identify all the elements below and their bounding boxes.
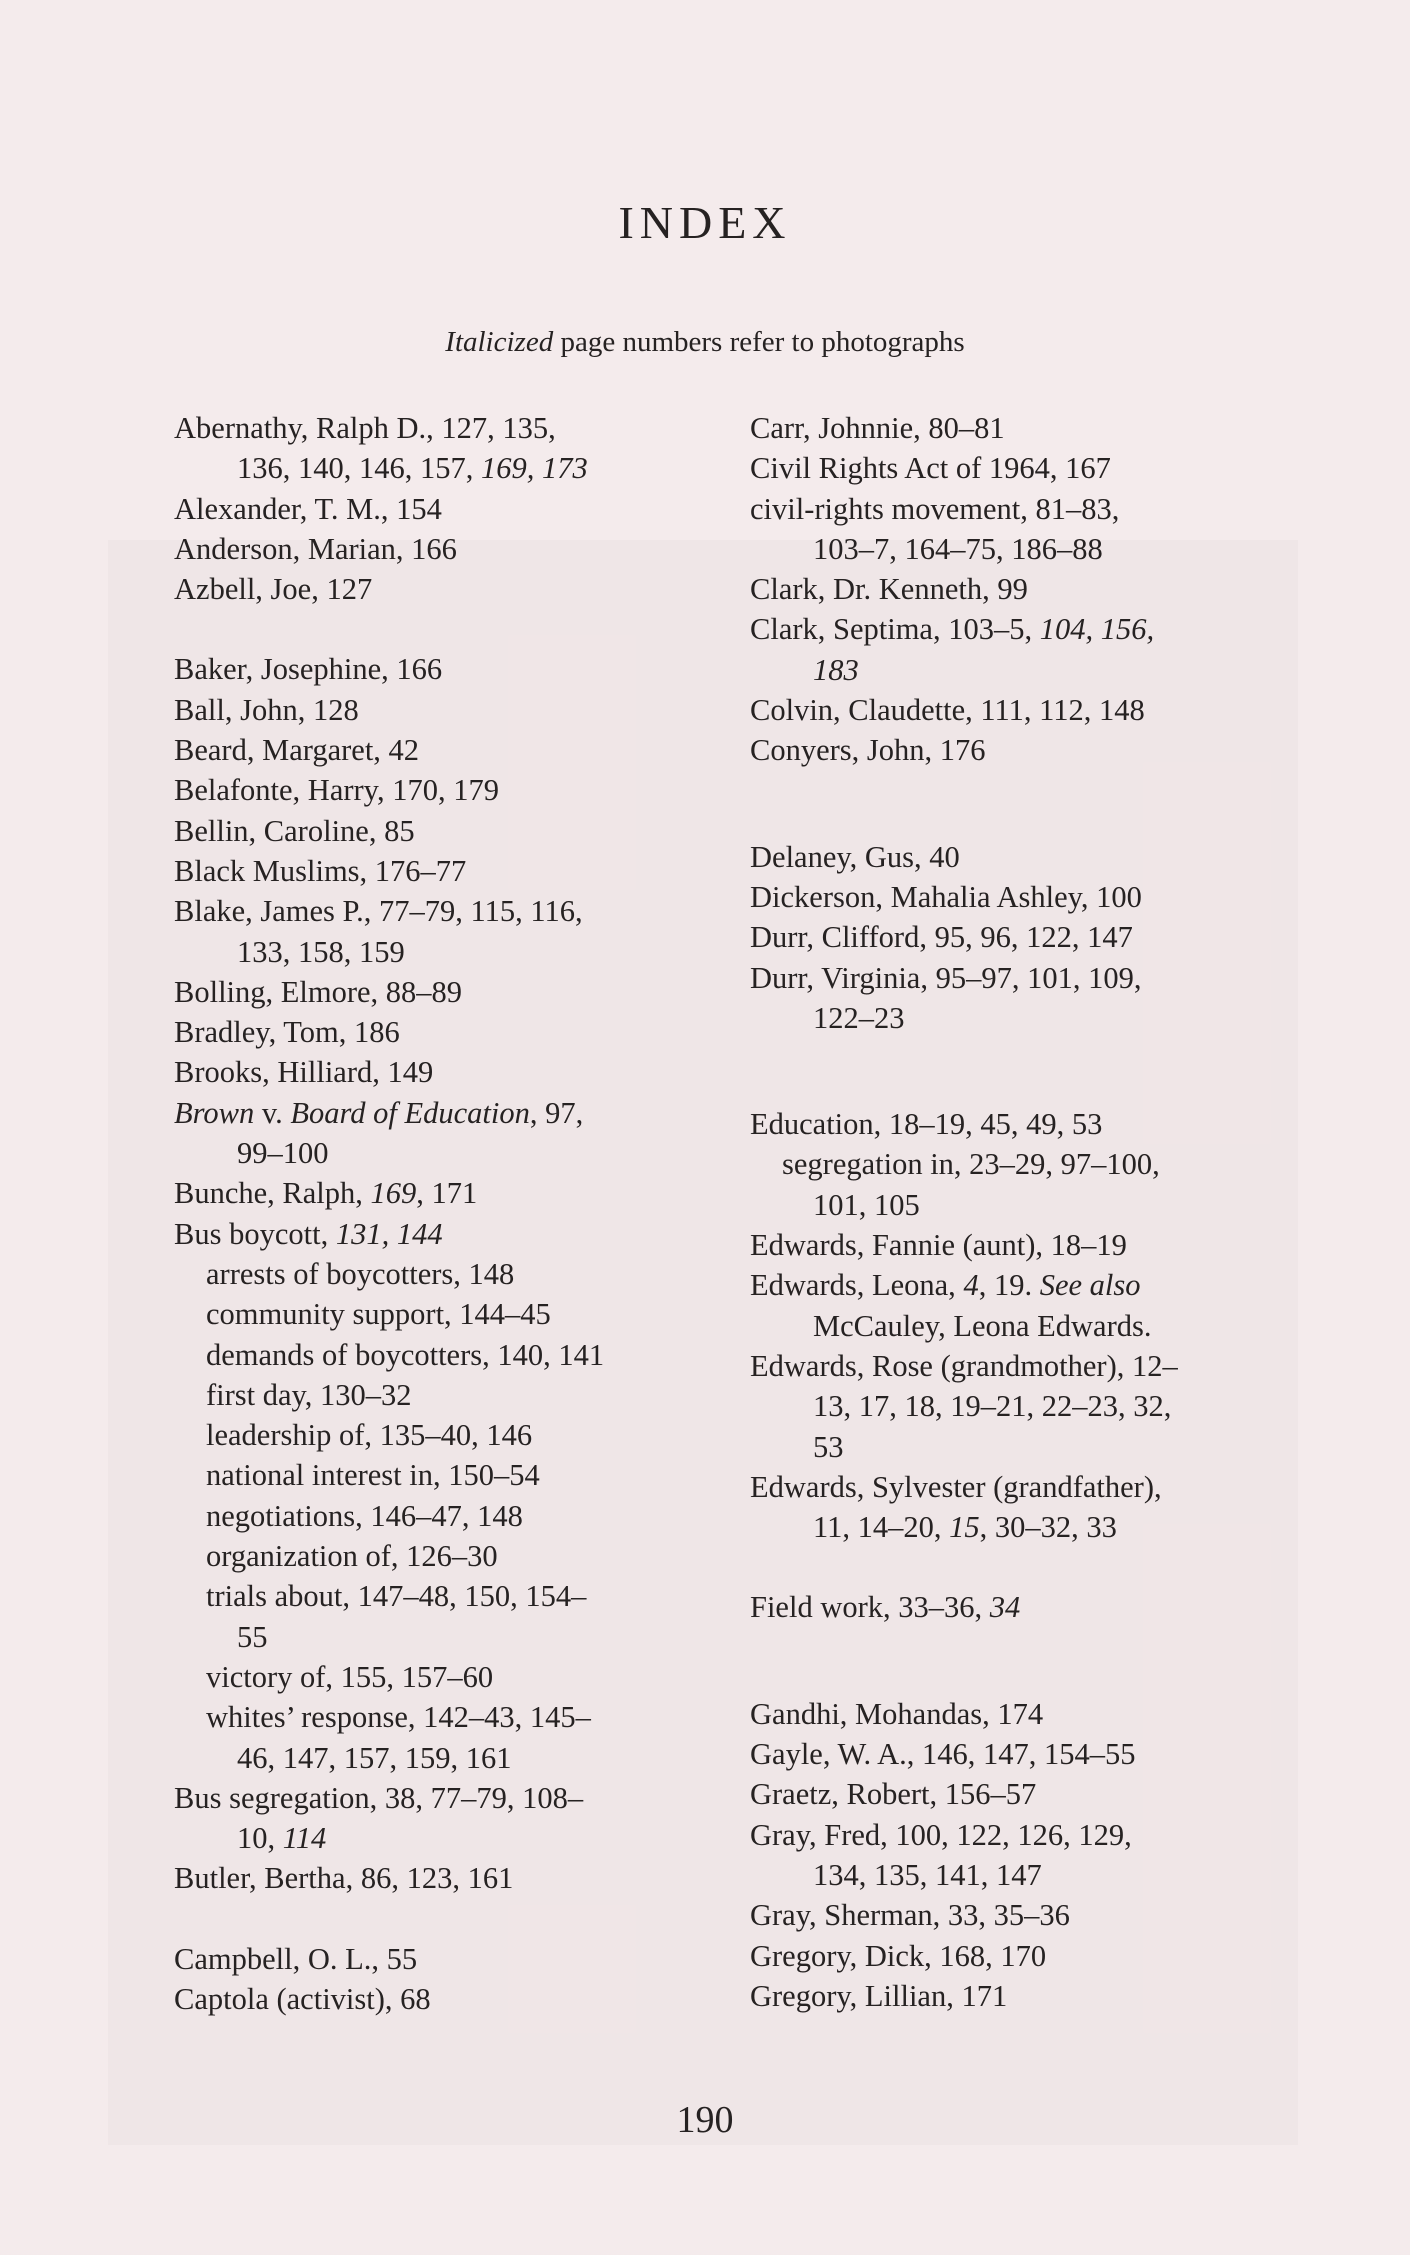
index-entry xyxy=(750,1225,1310,1265)
index-entry-line xyxy=(174,1214,734,1254)
entry-text: Edwards, Sylvester (grandfather), xyxy=(750,1469,1162,1504)
entry-text: Ball, John, 128 xyxy=(174,692,359,727)
index-entry-line xyxy=(174,408,734,448)
index-entry xyxy=(174,1858,734,1898)
index-entry xyxy=(750,1144,1310,1225)
index-entry-line xyxy=(750,1104,1310,1144)
index-entry-line xyxy=(174,1052,734,1092)
index-entry xyxy=(174,770,734,810)
index-entry xyxy=(750,489,1310,570)
index-subentry-line xyxy=(174,1455,734,1495)
italic-text: 34 xyxy=(989,1590,1021,1625)
index-entry xyxy=(174,1778,734,1859)
entry-text: Gregory, Dick, 168, 170 xyxy=(750,1938,1047,1973)
entry-text: McCauley, Leona Edwards. xyxy=(813,1308,1152,1343)
index-entry xyxy=(174,1214,734,1254)
entry-text: 99–100 xyxy=(237,1136,329,1171)
index-entry xyxy=(750,917,1310,957)
entry-text: 13, 17, 18, 19–21, 22–23, 32, xyxy=(813,1389,1172,1424)
index-entry-line xyxy=(750,1265,1310,1305)
index-entry xyxy=(750,1936,1310,1976)
entry-text: 133, 158, 159 xyxy=(237,934,405,969)
entry-text: Baker, Josephine, 166 xyxy=(174,652,443,687)
index-subentry-line xyxy=(174,1415,734,1455)
entry-text: Edwards, Leona, xyxy=(750,1268,964,1303)
index-entry-line xyxy=(174,851,734,891)
index-entry xyxy=(750,1104,1310,1144)
index-continuation-line xyxy=(750,1185,1310,1225)
entry-text: Graetz, Robert, 156–57 xyxy=(750,1777,1037,1812)
index-entry xyxy=(174,1939,734,1979)
index-column-left xyxy=(174,408,734,2019)
entry-text: segregation in, 23–29, 97–100, xyxy=(782,1147,1160,1182)
index-entry xyxy=(174,408,734,489)
entry-text: Anderson, Marian, 166 xyxy=(174,531,457,566)
entry-text: 53 xyxy=(813,1429,844,1464)
index-entry-line xyxy=(750,917,1310,957)
index-continuation-line xyxy=(750,998,1310,1038)
index-entry xyxy=(750,408,1310,448)
entry-text: organization of, 126–30 xyxy=(206,1539,498,1574)
index-entry xyxy=(174,690,734,730)
index-entry-line xyxy=(750,1346,1310,1386)
index-subentry-line xyxy=(174,1536,734,1576)
index-entry xyxy=(174,1335,734,1375)
italic-text: Board of Education xyxy=(290,1095,530,1130)
index-subentry-line xyxy=(174,1254,734,1294)
entry-text: , 97, xyxy=(529,1095,584,1130)
entry-text: , 30–32, 33 xyxy=(979,1510,1117,1545)
entry-text: national interest in, 150–54 xyxy=(206,1458,540,1493)
entry-text: Beard, Margaret, 42 xyxy=(174,733,420,768)
index-entry-line xyxy=(750,1225,1310,1265)
index-subentry-line xyxy=(174,1657,734,1697)
index-entry-line xyxy=(750,1774,1310,1814)
index-entry-line xyxy=(174,1858,734,1898)
index-entry-line xyxy=(750,448,1310,488)
index-entry xyxy=(174,569,734,609)
index-entry-line xyxy=(750,1976,1310,2016)
index-entry-line xyxy=(750,1734,1310,1774)
index-entry xyxy=(750,1734,1310,1774)
index-entry xyxy=(174,1294,734,1334)
entry-text: Bus segregation, 38, 77–79, 108– xyxy=(174,1780,584,1815)
index-entry xyxy=(750,1815,1310,1896)
index-entry-line xyxy=(174,649,734,689)
entry-text: Colvin, Claudette, 111, 112, 148 xyxy=(750,693,1145,728)
index-note-italic: Italicized xyxy=(445,326,554,358)
index-column-right xyxy=(750,408,1310,2016)
index-entry-line xyxy=(174,1093,734,1133)
index-entry-line xyxy=(750,837,1310,877)
index-entry xyxy=(174,730,734,770)
index-entry xyxy=(750,877,1310,917)
entry-text: trials about, 147–48, 150, 154– xyxy=(206,1579,587,1614)
index-entry xyxy=(174,1496,734,1536)
index-continuation-line xyxy=(750,650,1310,690)
entry-text: Azbell, Joe, 127 xyxy=(174,572,373,607)
entry-text: Durr, Clifford, 95, 96, 122, 147 xyxy=(750,920,1133,955)
index-entry xyxy=(750,958,1310,1039)
index-entry-line xyxy=(174,1173,734,1213)
entry-text: Captola (activist), 68 xyxy=(174,1981,431,2016)
italic-text: 104, 156, xyxy=(1039,612,1155,647)
index-entry xyxy=(750,690,1310,730)
index-entry xyxy=(174,1012,734,1052)
entry-text: Campbell, O. L., 55 xyxy=(174,1941,418,1976)
index-entry xyxy=(750,609,1310,690)
index-entry xyxy=(174,489,734,529)
index-continuation-line xyxy=(750,1386,1310,1426)
index-continuation-line xyxy=(174,448,734,488)
entry-text: 11, 14–20, xyxy=(813,1510,950,1545)
entry-text: Blake, James P., 77–79, 115, 116, xyxy=(174,894,583,929)
index-entry xyxy=(174,1254,734,1294)
entry-text: Bus boycott, xyxy=(174,1216,336,1251)
index-entry-line xyxy=(750,690,1310,730)
index-entry xyxy=(750,448,1310,488)
index-entry xyxy=(750,1694,1310,1734)
index-entry-line xyxy=(750,1815,1310,1855)
entry-text: whites’ response, 142–43, 145– xyxy=(206,1700,591,1735)
index-entry-line xyxy=(174,489,734,529)
entry-text: Bunche, Ralph, xyxy=(174,1176,371,1211)
entry-text: Alexander, T. M., 154 xyxy=(174,491,442,526)
entry-text: , 19. xyxy=(978,1268,1040,1303)
entry-text: Delaney, Gus, 40 xyxy=(750,839,960,874)
entry-text: Gregory, Lillian, 171 xyxy=(750,1978,1008,2013)
index-continuation-line xyxy=(750,529,1310,569)
index-entry xyxy=(174,1657,734,1697)
index-entry xyxy=(174,1415,734,1455)
entry-text: Clark, Dr. Kenneth, 99 xyxy=(750,572,1028,607)
entry-text: arrests of boycotters, 148 xyxy=(206,1256,515,1291)
entry-text: Clark, Septima, 103–5, xyxy=(750,612,1040,647)
index-subentry-line xyxy=(174,1496,734,1536)
index-entry-line xyxy=(174,811,734,851)
entry-text: 46, 147, 157, 159, 161 xyxy=(237,1740,512,1775)
index-entry-line xyxy=(750,489,1310,529)
index-entry-line xyxy=(750,1467,1310,1507)
entry-text: 134, 135, 141, 147 xyxy=(813,1857,1042,1892)
index-entry-line xyxy=(174,770,734,810)
entry-text: Edwards, Rose (grandmother), 12– xyxy=(750,1348,1178,1383)
entry-text: Field work, 33–36, xyxy=(750,1590,990,1625)
index-entry-line xyxy=(174,1012,734,1052)
index-note-rest: page numbers refer to photographs xyxy=(553,326,965,358)
index-entry xyxy=(174,891,734,972)
index-entry xyxy=(750,730,1310,770)
entry-text: first day, 130–32 xyxy=(206,1377,412,1412)
index-entry-line xyxy=(750,609,1310,649)
index-entry-line xyxy=(174,891,734,931)
index-entry-line xyxy=(750,958,1310,998)
entry-text: leadership of, 135–40, 146 xyxy=(206,1418,533,1453)
index-entry xyxy=(750,1976,1310,2016)
index-entry xyxy=(174,649,734,689)
index-continuation-line xyxy=(750,1855,1310,1895)
index-entry xyxy=(174,1697,734,1778)
entry-text: civil-rights movement, 81–83, xyxy=(750,491,1120,526)
entry-text: Gayle, W. A., 146, 147, 154–55 xyxy=(750,1737,1136,1772)
index-entry xyxy=(750,1346,1310,1467)
index-entry-line xyxy=(750,1936,1310,1976)
entry-text: community support, 144–45 xyxy=(206,1297,551,1332)
entry-text: Gray, Sherman, 33, 35–36 xyxy=(750,1898,1070,1933)
italic-text: 4 xyxy=(963,1268,979,1303)
index-entry-line xyxy=(174,690,734,730)
entry-text: Carr, Johnnie, 80–81 xyxy=(750,411,1005,445)
index-continuation-line xyxy=(750,1427,1310,1467)
index-entry-line xyxy=(174,529,734,569)
entry-text: Bolling, Elmore, 88–89 xyxy=(174,974,463,1009)
index-subentry-line xyxy=(750,1144,1310,1184)
page-number: 190 xyxy=(676,2099,734,2141)
index-entry xyxy=(174,1093,734,1174)
entry-text: Black Muslims, 176–77 xyxy=(174,853,467,888)
italic-text: Brown xyxy=(174,1095,255,1130)
entry-text: Butler, Bertha, 86, 123, 161 xyxy=(174,1861,514,1896)
entry-text: Brooks, Hilliard, 149 xyxy=(174,1055,434,1090)
index-entry xyxy=(174,1173,734,1213)
entry-text: Gray, Fred, 100, 122, 126, 129, xyxy=(750,1817,1132,1852)
index-entry xyxy=(174,1536,734,1576)
index-entry-line xyxy=(750,408,1310,448)
entry-text: victory of, 155, 157–60 xyxy=(206,1659,494,1694)
entry-text: 10, xyxy=(237,1821,283,1856)
entry-text: Abernathy, Ralph D., 127, 135, xyxy=(174,411,556,445)
index-entry-line xyxy=(174,1778,734,1818)
index-continuation-line xyxy=(174,1818,734,1858)
italic-text: 169 xyxy=(370,1176,417,1211)
index-entry-line xyxy=(174,972,734,1012)
index-entry xyxy=(750,569,1310,609)
index-entry xyxy=(750,1467,1310,1548)
entry-text: 122–23 xyxy=(813,1000,905,1035)
index-continuation-line xyxy=(174,1738,734,1778)
index-continuation-line xyxy=(174,1133,734,1173)
index-continuation-line xyxy=(750,1306,1310,1346)
entry-text: 101, 105 xyxy=(813,1187,920,1222)
entry-text: 55 xyxy=(237,1619,268,1654)
entry-text: 136, 140, 146, 157, xyxy=(237,451,481,486)
index-entry xyxy=(750,837,1310,877)
index-continuation-line xyxy=(174,932,734,972)
index-entry xyxy=(750,1265,1310,1346)
entry-text: v. xyxy=(254,1095,291,1130)
index-entry xyxy=(174,1979,734,2019)
index-entry-line xyxy=(750,1587,1310,1627)
entry-text: Durr, Virginia, 95–97, 101, 109, xyxy=(750,960,1142,995)
italic-text: 169, 173 xyxy=(481,451,588,486)
italic-text: See also xyxy=(1039,1268,1141,1303)
index-entry xyxy=(174,1052,734,1092)
entry-text: negotiations, 146–47, 148 xyxy=(206,1498,523,1533)
index-subentry-line xyxy=(174,1335,734,1375)
index-entry-line xyxy=(750,1694,1310,1734)
index-continuation-line xyxy=(174,1617,734,1657)
entry-text: demands of boycotters, 140, 141 xyxy=(206,1337,605,1372)
entry-text: Dickerson, Mahalia Ashley, 100 xyxy=(750,879,1142,914)
index-entry-line xyxy=(750,730,1310,770)
entry-text: 103–7, 164–75, 186–88 xyxy=(813,531,1103,566)
index-entry-line xyxy=(174,730,734,770)
index-subentry-line xyxy=(174,1294,734,1334)
index-entry xyxy=(174,1455,734,1495)
entry-text: , 171 xyxy=(416,1176,478,1211)
index-entry-line xyxy=(174,1939,734,1979)
index-entry xyxy=(750,1774,1310,1814)
entry-text: Bellin, Caroline, 85 xyxy=(174,813,415,848)
index-subentry-line xyxy=(174,1375,734,1415)
index-entry-line xyxy=(750,1895,1310,1935)
index-entry xyxy=(174,1576,734,1657)
italic-text: 15 xyxy=(949,1510,980,1545)
entry-text: Civil Rights Act of 1964, 167 xyxy=(750,451,1111,486)
entry-text: Conyers, John, 176 xyxy=(750,733,986,768)
index-entry xyxy=(174,851,734,891)
index-entry xyxy=(174,529,734,569)
italic-text: 183 xyxy=(813,652,859,687)
page-title: INDEX xyxy=(618,197,792,248)
italic-text: 114 xyxy=(282,1821,327,1856)
index-entry xyxy=(174,811,734,851)
entry-text: Gandhi, Mohandas, 174 xyxy=(750,1696,1044,1731)
index-subentry-line xyxy=(174,1576,734,1616)
index-note xyxy=(0,326,1410,359)
index-entry-line xyxy=(174,569,734,609)
entry-text: Education, 18–19, 45, 49, 53 xyxy=(750,1107,1103,1142)
index-entry-line xyxy=(750,569,1310,609)
index-entry xyxy=(750,1895,1310,1935)
italic-text: 131, 144 xyxy=(335,1216,443,1251)
entry-text: Edwards, Fannie (aunt), 18–19 xyxy=(750,1228,1127,1263)
index-entry xyxy=(174,1375,734,1415)
index-subentry-line xyxy=(174,1697,734,1737)
index-entry xyxy=(174,972,734,1012)
index-continuation-line xyxy=(750,1507,1310,1547)
entry-text: Bradley, Tom, 186 xyxy=(174,1015,400,1050)
index-entry-line xyxy=(174,1979,734,2019)
index-entry-line xyxy=(750,877,1310,917)
index-entry xyxy=(750,1587,1310,1627)
entry-text: Belafonte, Harry, 170, 179 xyxy=(174,773,499,808)
